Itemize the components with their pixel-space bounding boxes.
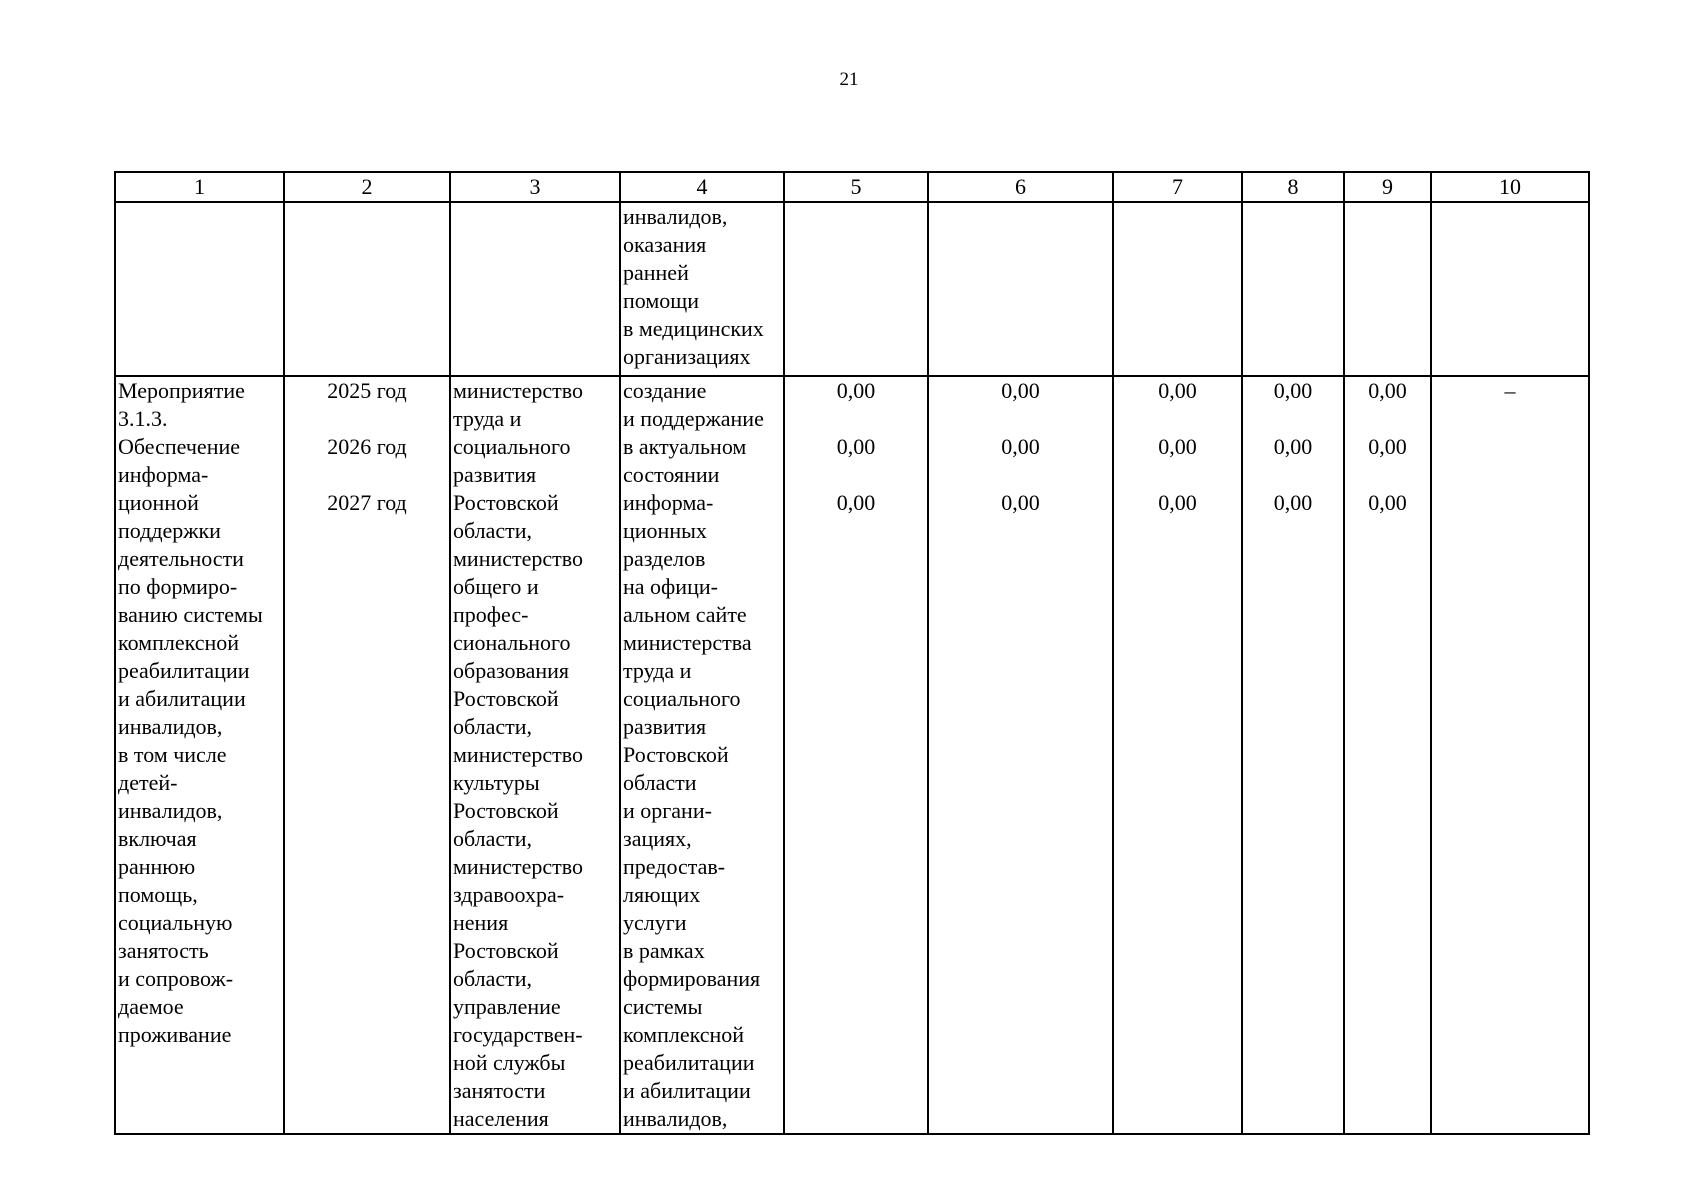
text-line: профес- — [453, 602, 529, 627]
text-line: сионального — [453, 630, 571, 655]
text-line: реабилитации — [118, 658, 250, 683]
measure-row — [115, 376, 1589, 1134]
text-line: министерство — [453, 378, 584, 403]
header-cell: 6 — [928, 172, 1113, 202]
text-line: социального — [453, 434, 571, 459]
note-cell: – — [1431, 376, 1589, 1134]
text-line: на офици- — [623, 574, 718, 599]
text-line: зациях, — [623, 826, 692, 851]
text-line: организациях — [623, 344, 751, 369]
header-cell: 1 — [115, 172, 284, 202]
text-line: проживание — [118, 1022, 232, 1047]
text-line: инвалидов, — [118, 714, 223, 739]
text-line: занятость — [118, 938, 209, 963]
text-line: министерство — [453, 546, 584, 571]
text-line: Ростовской — [453, 938, 559, 963]
empty-cell — [1113, 202, 1242, 376]
page-number: 21 — [839, 69, 859, 90]
text-line: оказания — [623, 232, 707, 257]
funding-value: 0,00 — [1273, 378, 1313, 403]
empty-cell — [115, 202, 284, 376]
text-line: системы — [623, 994, 703, 1019]
text-line: общего и — [453, 574, 539, 599]
text-line: области, — [453, 714, 533, 739]
text-line: и органи- — [623, 798, 712, 823]
text-line: комплексной — [118, 630, 240, 655]
empty-cell — [1344, 202, 1431, 376]
funding-value: 0,00 — [1001, 434, 1040, 459]
text-line: населения — [453, 1106, 549, 1131]
funding-value: 0,00 — [1368, 490, 1407, 515]
text-line: социального — [623, 686, 741, 711]
header-cell: 7 — [1113, 172, 1242, 202]
header-cell: 10 — [1431, 172, 1589, 202]
text-line: ной службы — [453, 1050, 566, 1075]
result-continuation-cell — [620, 202, 784, 376]
funding-cell-col8 — [1242, 376, 1344, 1134]
text-line: труда и — [453, 406, 522, 431]
empty-cell — [1242, 202, 1344, 376]
empty-cell — [784, 202, 928, 376]
text-line: и абилитации — [118, 686, 246, 711]
year-label: 2025 год — [327, 378, 407, 403]
responsible-cell — [450, 376, 620, 1134]
text-line: здравоохра- — [453, 882, 565, 907]
text-line: ванию системы — [118, 602, 263, 627]
funding-value: 0,00 — [1158, 378, 1197, 403]
text-line: поддержки — [118, 518, 221, 543]
text-line: области, — [453, 826, 533, 851]
text-line: Мероприятие — [118, 378, 245, 403]
text-line: создание — [623, 378, 707, 403]
funding-value: 0,00 — [1368, 378, 1407, 403]
text-line: и абилитации — [623, 1078, 751, 1103]
text-line: помощи — [623, 288, 699, 313]
text-line: Обеспечение — [118, 434, 240, 459]
text-line: министерство — [453, 854, 584, 879]
text-line: деятельности — [118, 546, 244, 571]
text-line: занятости — [453, 1078, 546, 1103]
text-line: нения — [453, 910, 509, 935]
text-line: раннюю — [118, 854, 196, 879]
text-line: информа- — [623, 490, 714, 515]
funding-value: 0,00 — [836, 490, 876, 515]
text-line: образования — [453, 658, 570, 683]
header-cell: 4 — [620, 172, 784, 202]
header-cell: 2 — [284, 172, 450, 202]
text-line: 3.1.3. — [118, 406, 168, 431]
measure-title-cell — [115, 376, 284, 1134]
text-line: состоянии — [623, 462, 720, 487]
text-line: ляющих — [623, 882, 701, 907]
text-line: ционной — [118, 490, 199, 515]
text-line: министерство — [453, 742, 584, 767]
text-line: разделов — [623, 546, 706, 571]
header-cell: 5 — [784, 172, 928, 202]
year-label: 2026 год — [327, 434, 407, 459]
funding-value: 0,00 — [1368, 434, 1407, 459]
text-line: в рамках — [623, 938, 705, 963]
text-line: по формиро- — [118, 574, 238, 599]
text-line: Ростовской — [623, 742, 729, 767]
text-line: развития — [623, 714, 707, 739]
continuation-row — [115, 202, 1589, 376]
text-line: ранней — [623, 260, 689, 285]
budget-table — [114, 171, 1590, 1135]
text-line: министерства — [623, 630, 752, 655]
header-cell: 9 — [1344, 172, 1431, 202]
text-line: формирования — [623, 966, 761, 991]
header-row — [115, 172, 1589, 202]
header-cell: 3 — [450, 172, 620, 202]
text-line: развития — [453, 462, 537, 487]
text-line: в том числе — [118, 742, 227, 767]
funding-value: 0,00 — [1273, 434, 1313, 459]
text-line: предостав- — [623, 854, 726, 879]
text-line: включая — [118, 826, 197, 851]
funding-value: 0,00 — [1158, 490, 1197, 515]
text-line: даемое — [118, 994, 184, 1019]
text-line: в медицинских — [623, 316, 764, 341]
empty-cell — [284, 202, 450, 376]
text-line: помощь, — [118, 882, 198, 907]
text-line: Ростовской — [453, 686, 559, 711]
funding-value: 0,00 — [1273, 490, 1313, 515]
text-line: Ростовской — [453, 490, 559, 515]
funding-cell-col9 — [1344, 376, 1431, 1134]
text-line: социальную — [118, 910, 233, 935]
empty-cell — [450, 202, 620, 376]
text-line: и поддержание — [623, 406, 764, 431]
text-line: области — [623, 770, 697, 795]
text-line: услуги — [623, 910, 687, 935]
text-line: области, — [453, 966, 533, 991]
empty-cell — [928, 202, 1113, 376]
funding-value: 0,00 — [1158, 434, 1197, 459]
funding-value: 0,00 — [1001, 378, 1040, 403]
text-line: Ростовской — [453, 798, 559, 823]
funding-cell-col7 — [1113, 376, 1242, 1134]
text-line: инвалидов, — [623, 204, 728, 229]
years-cell — [284, 376, 450, 1134]
text-line: альном сайте — [623, 602, 747, 627]
funding-cell-col6 — [928, 376, 1113, 1134]
text-line: комплексной — [623, 1022, 745, 1047]
text-line: государствен- — [453, 1022, 583, 1047]
result-cell — [620, 376, 784, 1134]
text-line: реабилитации — [623, 1050, 755, 1075]
text-line: в актуальном — [623, 434, 747, 459]
funding-value: 0,00 — [836, 434, 876, 459]
text-line: области, — [453, 518, 533, 543]
text-line: культуры — [453, 770, 540, 795]
text-line: управление — [453, 994, 561, 1019]
text-line: инвалидов, — [118, 798, 223, 823]
text-line: информа- — [118, 462, 209, 487]
funding-value: 0,00 — [1001, 490, 1040, 515]
empty-cell — [1431, 202, 1589, 376]
text-line: труда и — [623, 658, 692, 683]
text-line: ционных — [623, 518, 707, 543]
funding-cell-col5 — [784, 376, 928, 1134]
text-line: инвалидов, — [623, 1106, 728, 1131]
header-cell: 8 — [1242, 172, 1344, 202]
year-label: 2027 год — [327, 490, 407, 515]
text-line: и сопровож- — [118, 966, 234, 991]
text-line: детей- — [118, 770, 178, 795]
funding-value: 0,00 — [836, 378, 876, 403]
